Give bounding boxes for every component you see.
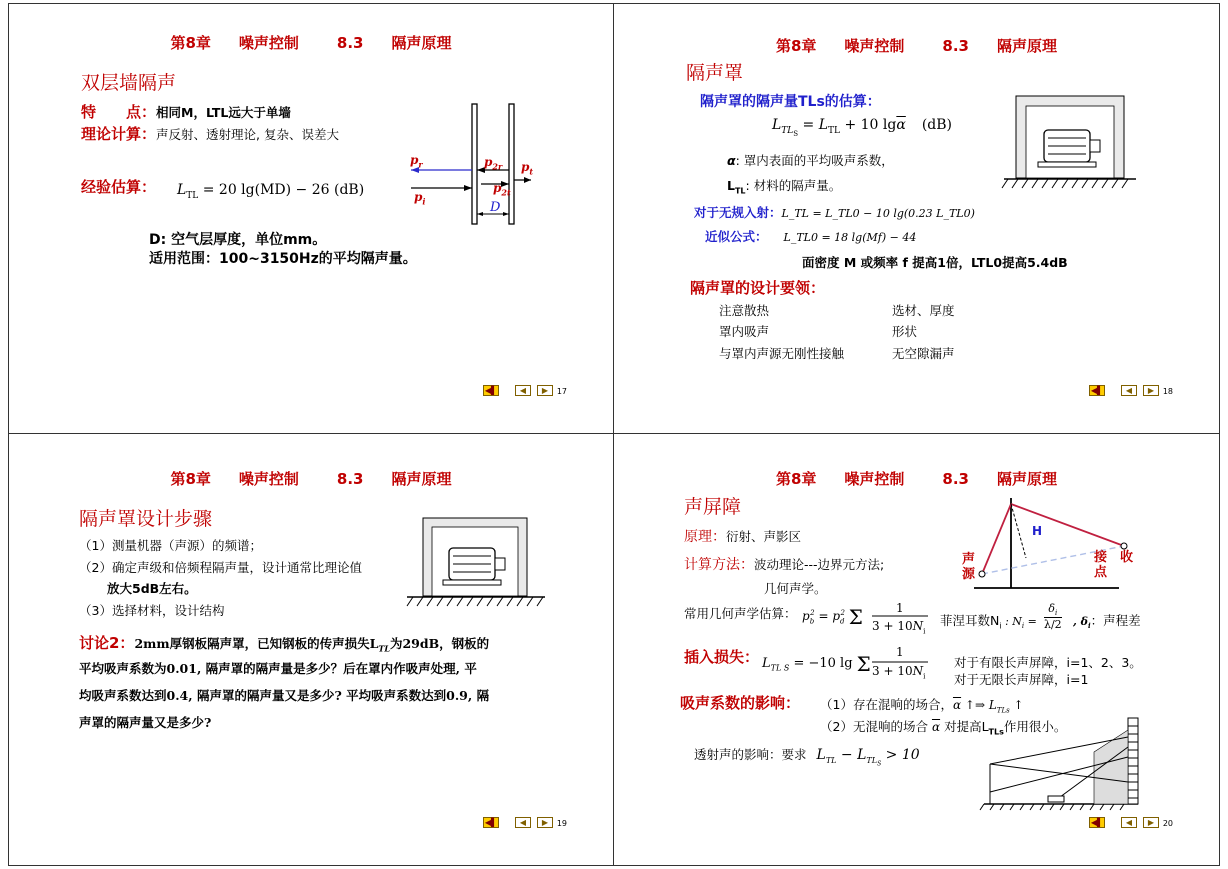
next-slide-icon[interactable]: ▶ [537,817,553,828]
label-pt: $p_t$ [521,160,534,177]
insertion-formula: $L_{TL S} = -10$ lg Σ [762,652,871,676]
first-slide-icon[interactable]: ◀▌ [484,817,498,827]
slide-title: 隔声罩设计步骤 [79,508,213,530]
label-p2t: $p_{2t}$ [493,181,511,198]
slide-title: 声屏障 [684,496,742,518]
slide-navigation [1089,385,1159,396]
note: 面密度 M 或频率 f 提高1倍，LTL0提高5.4dB [802,255,1068,270]
approx-row: 近似公式： L_TL0 = 18 lg(Mf) − 44 [705,229,917,244]
page-number: 20 [1162,819,1173,828]
empirical-formula: $L_{TL} = 20$ lg(MD) − 26 (dB) [177,182,365,201]
fresnel-row: 菲涅耳数$N_i$ : $N_i$ = [940,613,1037,631]
insertion-numerator: 1 [896,645,904,659]
label-D: D [490,200,501,215]
slide-header: 第8章 噪声控制 8.3 隔声原理 [170,34,452,52]
design-item: 罩内吸声 [719,324,770,339]
step-3: （3）选择材料，设计结构 [79,603,225,618]
discussion-line-2: 平均吸声系数为0.01, 隔声罩的隔声量是多少？后在罩内作吸声处理, 平 [79,661,477,676]
absorb-2: （2）无混响的场合 $\overline{\alpha}$ 对提高$L_{TLs}$作用很小。 [820,719,1067,737]
absorb-label: 吸声系数的影响： [680,694,801,712]
prev-slide-icon[interactable]: ◀ [515,385,531,396]
slide-17 [8,3,614,434]
page-number: 17 [556,387,567,396]
slide-navigation [1089,817,1159,828]
label-source: 声 源 [962,552,976,582]
prev-slide-icon[interactable]: ◀ [1121,385,1137,396]
enclosure-diagram [407,516,547,614]
theory-row: 理论计算：声反射、透射理论, 复杂、误差大 [81,125,339,143]
label-H: H [1032,524,1043,538]
slide-20 [614,434,1220,866]
step-2: （2）确定声级和倍频程隔声量，设计通常比理论值 [79,560,362,575]
principle-row: 原理：衍射、声影区 [684,529,802,545]
infinite-note: 对于无限长声屏障，i=1 [954,672,1089,687]
absorb-1: （1）存在混响的场合，$\overline{\alpha}$ ↑⇒ $L_{TLs}$ ↑ [820,697,1024,715]
slide-header: 第8章 噪声控制 8.3 隔声原理 [170,470,452,488]
alpha-def: α: 罩内表面的平均吸声系数， [727,153,894,168]
discussion-line-4: 声罩的隔声量又是多少? [79,715,212,730]
slide-header: 第8章 噪声控制 8.3 隔声原理 [775,37,1058,55]
ltl-def: $L_{TL}$: 材料的隔声量。 [727,178,842,196]
geo-formula: $p_b^2 = p_d^2$ Σ [802,605,863,629]
calc-row: 计算方法：波动理论---边界元方法; [684,557,885,573]
geo-numerator: 1 [896,601,904,615]
slide-header: 第8章 噪声控制 8.3 隔声原理 [775,470,1058,488]
geo-label: 常用几何声学估算： [684,606,797,621]
insertion-label: 插入损失： [684,648,760,666]
random-row: 对于无规入射：L_TL = L_TL0 − 10 lg(0.23 L_TL0) [694,205,975,220]
next-slide-icon[interactable]: ▶ [537,385,553,396]
design-item: 选材、厚度 [892,303,955,318]
discussion-line-3: 均吸声系数达到0.4, 隔声罩的隔声量又是多少? 平均吸声系数达到0.9, 隔 [79,688,490,703]
design-item: 无空隙漏声 [892,346,955,361]
first-slide-icon[interactable]: ◀▌ [1090,385,1104,395]
slide-navigation [483,817,553,828]
subtitle: 隔声罩的隔声量TLs的估算： [700,94,881,110]
geo-denominator: $3 + 10N_i$ [872,619,926,636]
range-note: 适用范围：100~3150Hz的平均隔声量。 [149,251,417,267]
transmit-row: 透射声的影响：要求 $L_{TL} - L_{TL_S} > 10$ [694,747,920,768]
slide-navigation [483,385,553,396]
label-pr: $p_r$ [410,153,423,170]
d-note: D: 空气层厚度，单位mm。 [149,232,327,248]
label-p2r: $p_{2r}$ [484,155,503,172]
fresnel-fraction: $\delta_i$ λ/2 [1044,602,1062,632]
finite-note: 对于有限长声屏障，i=1、2、3。 [954,655,1142,670]
feature-row: 特 点：相同M，LTL远大于单墙 [81,103,291,121]
barrier-diagram [954,496,1144,596]
insertion-denominator: $3 + 10N_i$ [872,664,926,681]
slide-title: 双层墙隔声 [81,72,177,94]
next-slide-icon[interactable]: ▶ [1143,385,1159,396]
prev-slide-icon[interactable]: ◀ [515,817,531,828]
next-slide-icon[interactable]: ▶ [1143,817,1159,828]
slide-title: 隔声罩 [686,62,744,84]
design-item: 注意散热 [719,303,770,318]
fresnel-delta: , $\delta_i$：声程差 [1073,613,1141,631]
page-number: 18 [1162,387,1173,396]
discussion-line-1: 讨论2：2mm厚钢板隔声罩，已知钢板的传声损失$L_{TL}$为29dB，钢板的 [79,634,490,654]
empirical-label: 经验估算： [81,178,157,196]
first-slide-icon[interactable]: ◀▌ [1090,817,1104,827]
reverb-diagram [976,712,1146,814]
first-slide-icon[interactable]: ◀▌ [484,385,498,395]
step-2-cont: 放大5dB左右。 [107,581,197,596]
enclosure-diagram [1004,94,1144,192]
prev-slide-icon[interactable]: ◀ [1121,817,1137,828]
page-number: 19 [556,819,567,828]
slide-19 [8,434,614,866]
formula-tls: $L_{TL_S} = L_{TL} + 10$ $\lg\overline{\alpha} (dB)$ [772,117,952,138]
label-receive: 接 收 点 [1094,550,1134,580]
step-1: （1）测量机器（声源）的频谱； [79,538,262,553]
slide-18 [614,3,1220,434]
design-item: 形状 [892,324,918,339]
design-title: 隔声罩的设计要领： [690,279,826,297]
design-item: 与罩内声源无刚性接触 [719,346,845,361]
label-pi: $p_i$ [414,190,426,207]
calc-row-2: 几何声学。 [764,581,827,596]
